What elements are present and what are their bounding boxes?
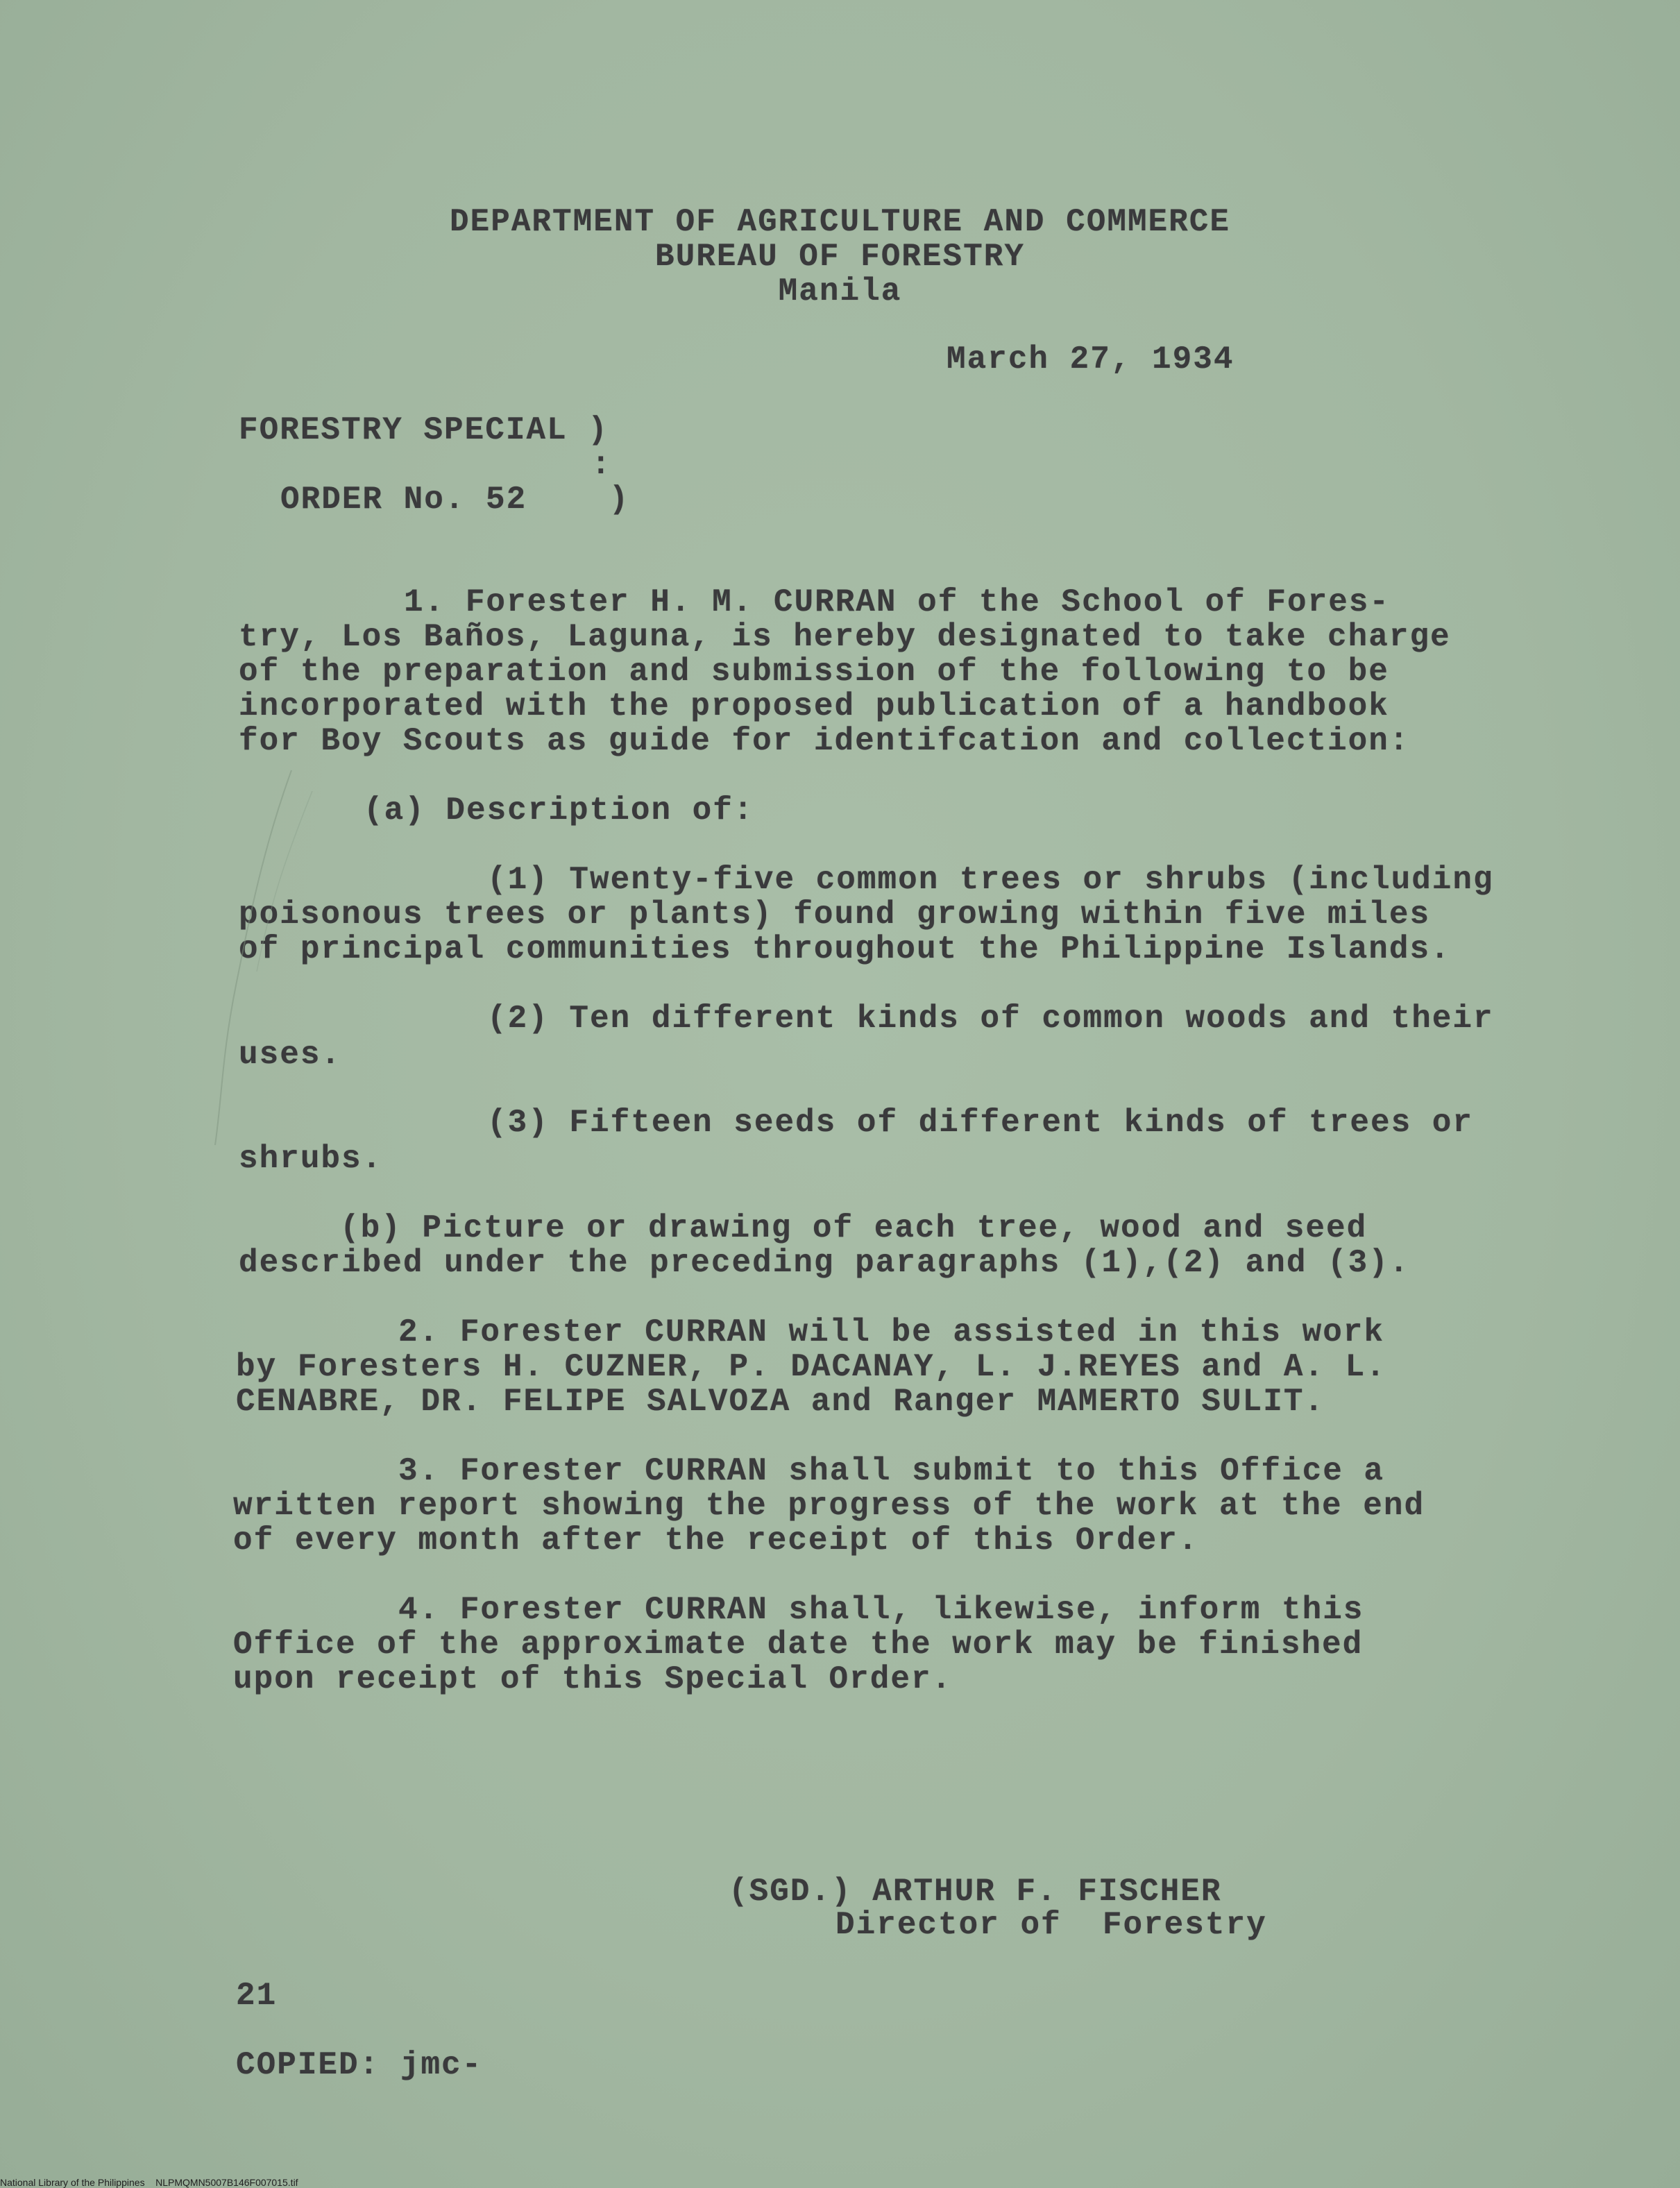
order-title-colon: : [591, 447, 612, 483]
body-line: of the preparation and submission of the following to be [239, 654, 1389, 690]
typist-initials: 21 [236, 1978, 278, 2014]
body-line: 4. Forester CURRAN shall, likewise, inform this [398, 1592, 1364, 1628]
document-date: March 27, 1934 [947, 341, 1234, 378]
body-line: of every month after the receipt of this Order. [233, 1523, 1199, 1559]
body-line: shrubs. [239, 1141, 383, 1177]
body-line: 2. Forester CURRAN will be assisted in this work [398, 1314, 1385, 1350]
body-line: (3) Fifteen seeds of different kinds of trees or [487, 1105, 1474, 1141]
signature-title: Director of Forestry [835, 1907, 1267, 1943]
bureau-heading: BUREAU OF FORESTRY [655, 239, 1025, 275]
scan-footer: National Library of the Philippines NLPMQMN5007B146F007015.tif [0, 2177, 298, 2188]
order-title-line-2: ORDER No. 52 ) [280, 482, 630, 518]
body-line: CENABRE, DR. FELIPE SALVOZA and Ranger MAMERTO SULIT. [236, 1384, 1325, 1420]
order-title-line-1: FORESTRY SPECIAL ) [239, 412, 609, 448]
body-line: (2) Ten different kinds of common woods and their [487, 1001, 1494, 1037]
body-line: (a) Description of: [364, 792, 754, 829]
body-line: of principal communities throughout the Philippine Islands. [239, 931, 1451, 967]
body-line: (1) Twenty-five common trees or shrubs (including [487, 862, 1494, 898]
body-line: Office of the approximate date the work may be finished [233, 1627, 1364, 1663]
body-line: 3. Forester CURRAN shall submit to this Office a [398, 1453, 1385, 1489]
body-line: poisonous trees or plants) found growing within five miles [239, 897, 1431, 933]
body-line: incorporated with the proposed publication of a handbook [239, 688, 1389, 724]
body-line: (b) Picture or drawing of each tree, wood and seed [340, 1210, 1368, 1246]
signature-name: (SGD.) ARTHUR F. FISCHER [729, 1874, 1222, 1910]
city-heading: Manila [778, 273, 902, 309]
body-line: written report showing the progress of the work at the end [233, 1488, 1425, 1524]
body-line: 1. Forester H. M. CURRAN of the School of Fores- [404, 584, 1391, 620]
body-line: uses. [239, 1037, 342, 1073]
body-line: for Boy Scouts as guide for identifcation and collection: [239, 723, 1410, 759]
body-line: described under the preceding paragraphs (1),(2) and (3). [239, 1245, 1410, 1281]
scan-smudge [208, 763, 347, 1152]
copied-note: COPIED: jmc- [236, 2047, 483, 2083]
body-line: by Foresters H. CUZNER, P. DACANAY, L. J.REYES and A. L. [236, 1349, 1386, 1385]
department-heading: DEPARTMENT OF AGRICULTURE AND COMMERCE [450, 204, 1230, 240]
body-line: upon receipt of this Special Order. [233, 1661, 953, 1697]
body-line: try, Los Baños, Laguna, is hereby designated to take charge [239, 619, 1451, 655]
